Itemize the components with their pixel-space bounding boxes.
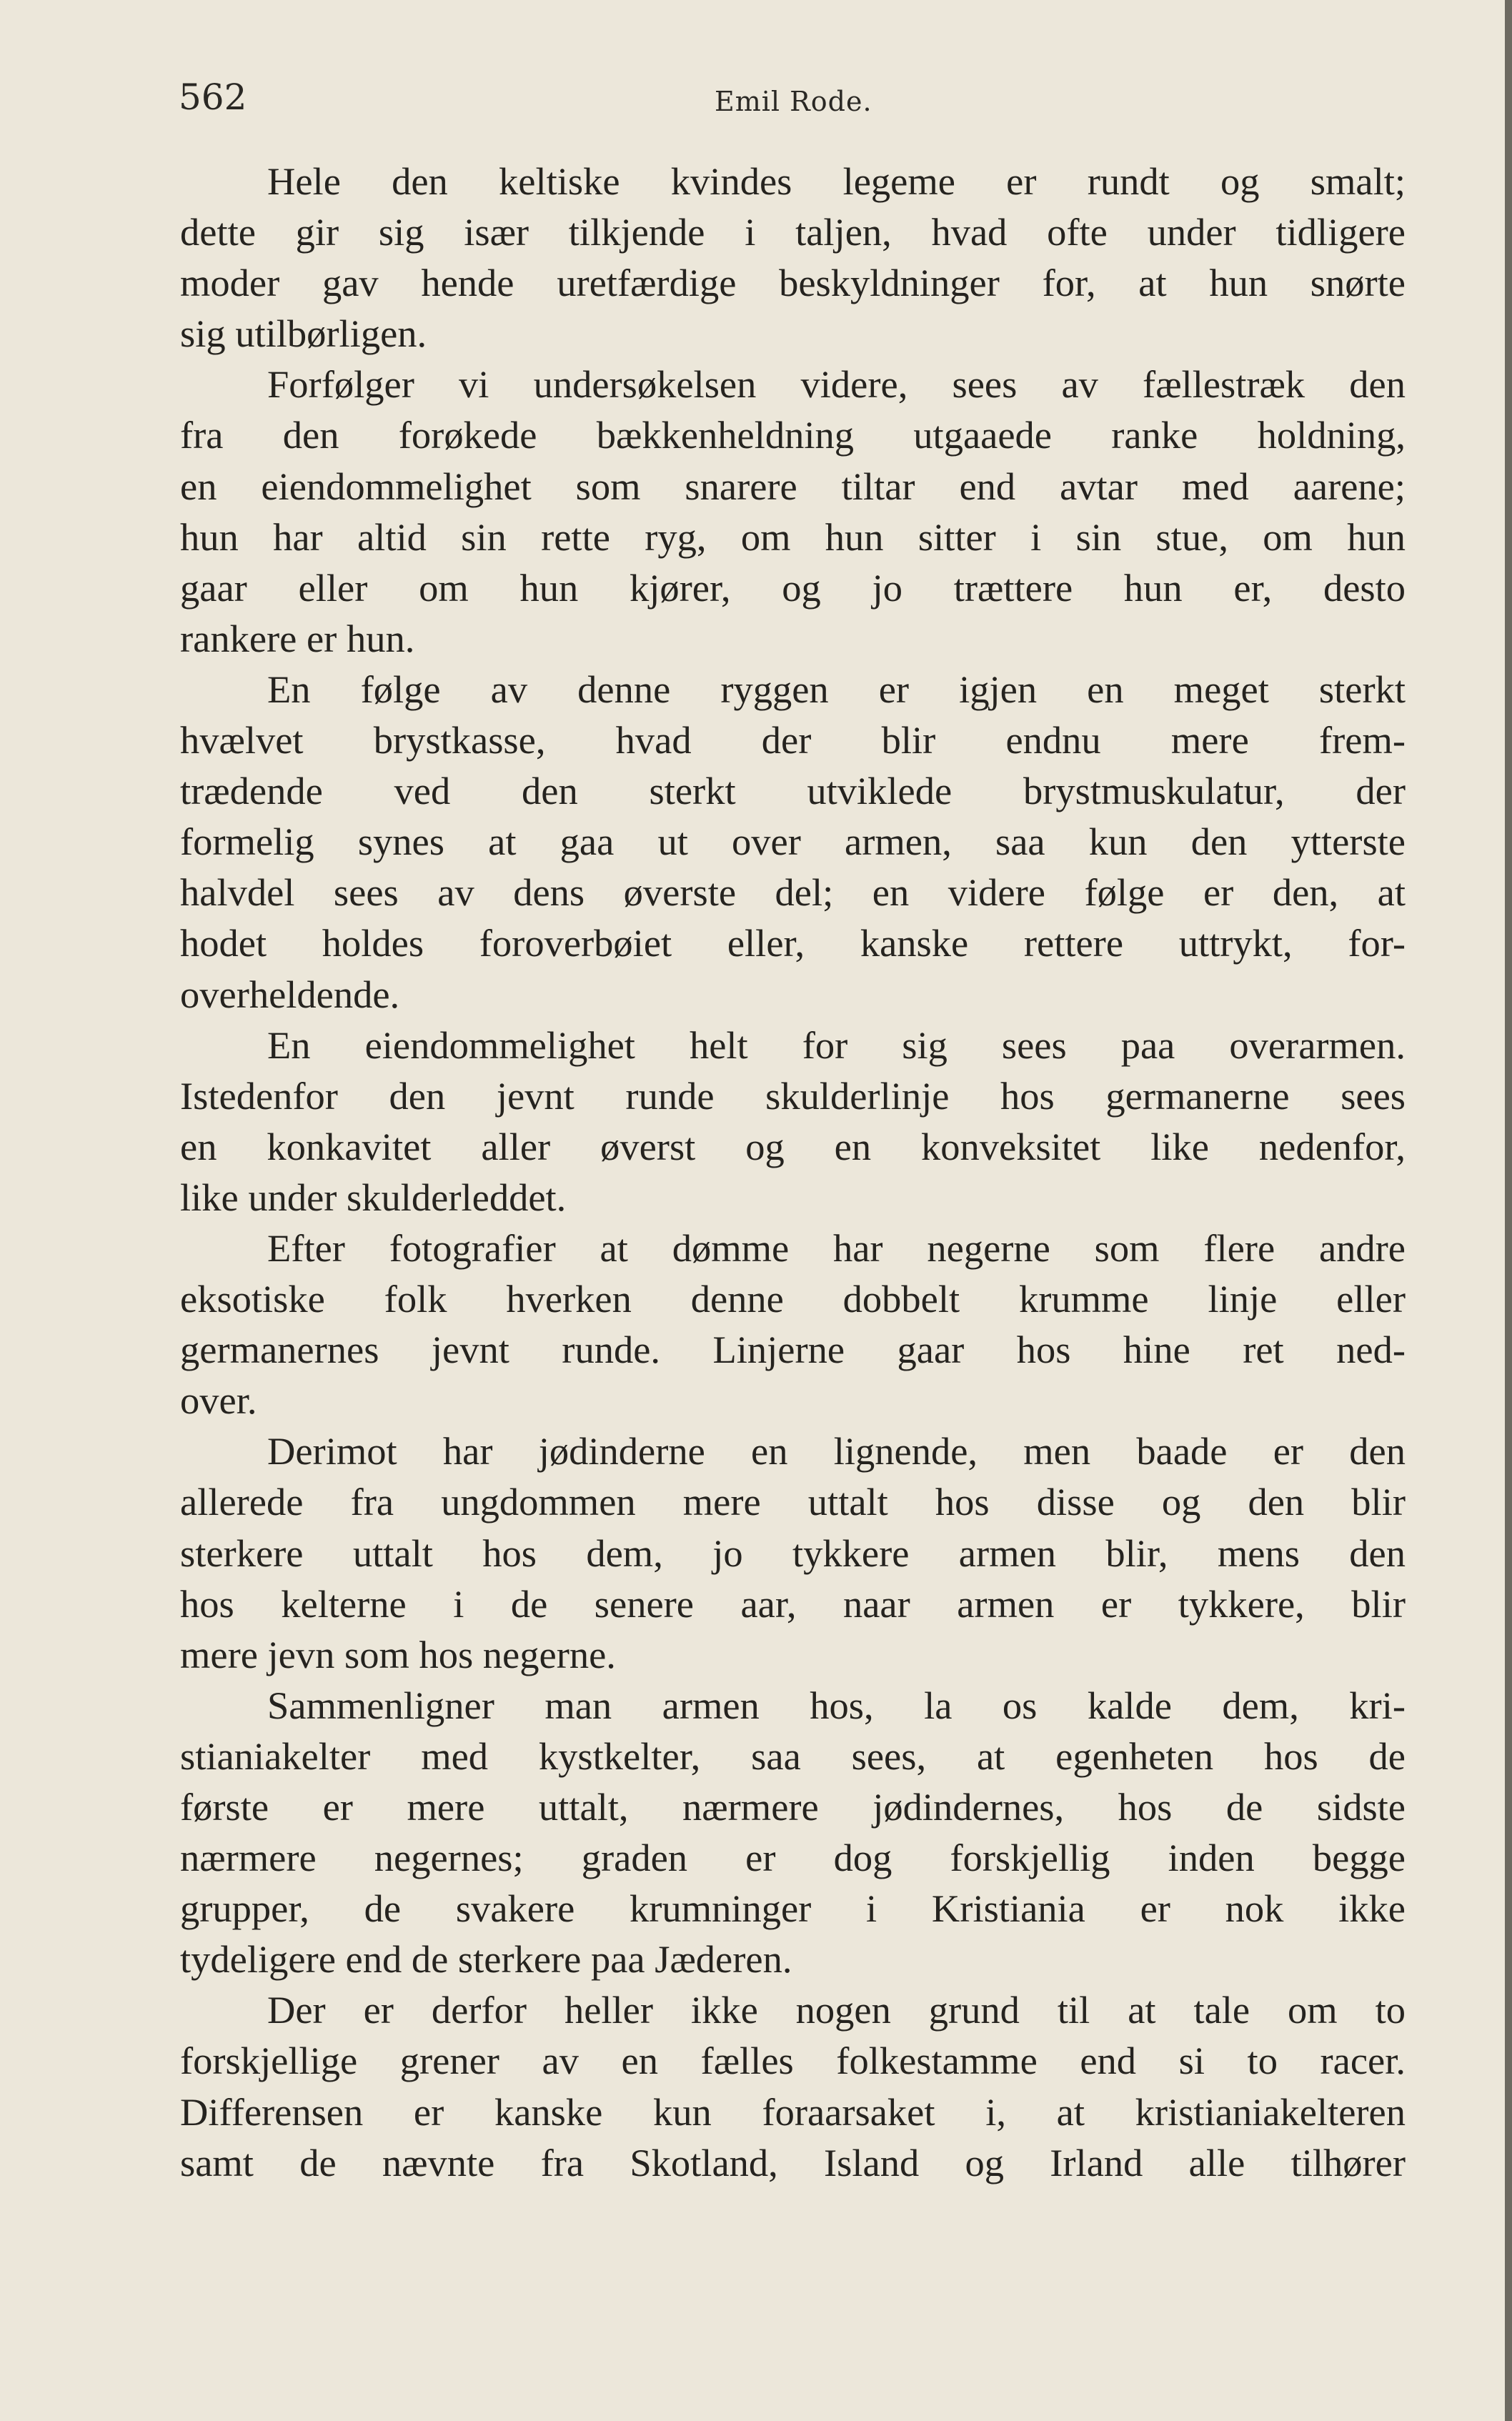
paragraph [180, 1020, 1406, 1223]
text-line: nærmere negernes; graden er dog forskjellig inden begge [180, 1836, 1406, 1880]
text-line: gaar eller om hun kjører, og jo trættere hun er, desto [180, 565, 1406, 610]
text-line: allerede fra ungdommen mere uttalt hos disse og den blir [180, 1480, 1406, 1524]
paragraph [180, 1223, 1406, 1426]
text-line: Efter fotografier at dømme har negerne som flere andre [267, 1226, 1406, 1270]
text-line: tydeligere end de sterkere paa Jæderen. [180, 1937, 792, 1982]
text-line: formelig synes at gaa ut over armen, saa kun den ytterste [180, 820, 1406, 864]
text-line: hvælvet brystkasse, hvad der blir endnu mere frem- [180, 718, 1406, 762]
page-edge-shadow [1505, 0, 1512, 2421]
running-head: Emil Rode. [715, 86, 872, 117]
text-line: trædende ved den sterkt utviklede brystmuskulatur, der [180, 769, 1406, 813]
text-line: sterkere uttalt hos dem, jo tykkere armen blir, mens den [180, 1531, 1406, 1575]
text-line: fra den forøkede bækkenheldning utgaaede ranke holdning, [180, 413, 1406, 457]
text-line: hodet holdes foroverbøiet eller, kanske rettere uttrykt, for- [180, 921, 1406, 965]
paragraph [180, 156, 1406, 359]
text-line: Hele den keltiske kvindes legeme er rundt og smalt; [267, 159, 1406, 203]
text-line: grupper, de svakere krumninger i Kristiania er nok ikke [180, 1886, 1406, 1931]
text-line: dette gir sig især tilkjende i taljen, hvad ofte under tidligere [180, 210, 1406, 254]
text-line: En eiendommelighet helt for sig sees paa overarmen. [267, 1023, 1406, 1067]
text-line: like under skulderleddet. [180, 1175, 567, 1219]
text-line: Istedenfor den jevnt runde skulderlinje hos germanerne sees [180, 1073, 1406, 1118]
text-line: over. [180, 1378, 257, 1423]
paragraph [180, 1984, 1406, 2187]
paragraph [180, 1680, 1406, 1985]
text-line: hun har altid sin rette ryg, om hun sitter i sin stue, om hun [180, 514, 1406, 559]
text-line: forskjellige grener av en fælles folkestamme end si to racer. [180, 2039, 1406, 2083]
text-line: halvdel sees av dens øverste del; en videre følge er den, at [180, 870, 1406, 915]
text-line: rankere er hun. [180, 616, 415, 660]
text-line: samt de nævnte fra Skotland, Island og Irland alle tilhører [180, 2140, 1406, 2184]
text-line: Forfølger vi undersøkelsen videre, sees av fællestræk den [267, 362, 1406, 407]
paragraph [180, 359, 1406, 664]
text-line: Sammenligner man armen hos, la os kalde dem, kri- [267, 1683, 1406, 1727]
page-number: 562 [179, 76, 247, 118]
text-line: Derimot har jødinderne en lignende, men baade er den [267, 1429, 1406, 1473]
text-line: overheldende. [180, 972, 400, 1016]
text-line: en konkavitet aller øverst og en konveksitet like nedenfor, [180, 1124, 1406, 1168]
page-header [179, 71, 1408, 123]
text-line: første er mere uttalt, nærmere jødindernes, hos de sidste [180, 1785, 1406, 1829]
text-line: En følge av denne ryggen er igjen en meget sterkt [267, 667, 1406, 711]
paragraph [180, 1426, 1406, 1679]
text-line: eksotiske folk hverken denne dobbelt krumme linje eller [180, 1277, 1406, 1321]
text-line: Der er derfor heller ikke nogen grund til at tale om to [267, 1988, 1406, 2032]
text-line: germanernes jevnt runde. Linjerne gaar hos hine ret ned- [180, 1328, 1406, 1372]
text-line: Differensen er kanske kun foraarsaket i, at kristianiakelteren [180, 2089, 1406, 2134]
text-line: moder gav hende uretfærdige beskyldninger for, at hun snørte [180, 261, 1406, 305]
text-line: sig utilbørligen. [180, 312, 427, 356]
text-line: hos kelterne i de senere aar, naar armen er tykkere, blir [180, 1581, 1406, 1626]
text-line: mere jevn som hos negerne. [180, 1632, 616, 1676]
text-line: en eiendommelighet som snarere tiltar end avtar med aarene; [180, 464, 1406, 508]
paragraph [180, 664, 1406, 1020]
text-line: stianiakelter med kystkelter, saa sees, at egenheten hos de [180, 1734, 1406, 1778]
body-text [180, 156, 1406, 2188]
